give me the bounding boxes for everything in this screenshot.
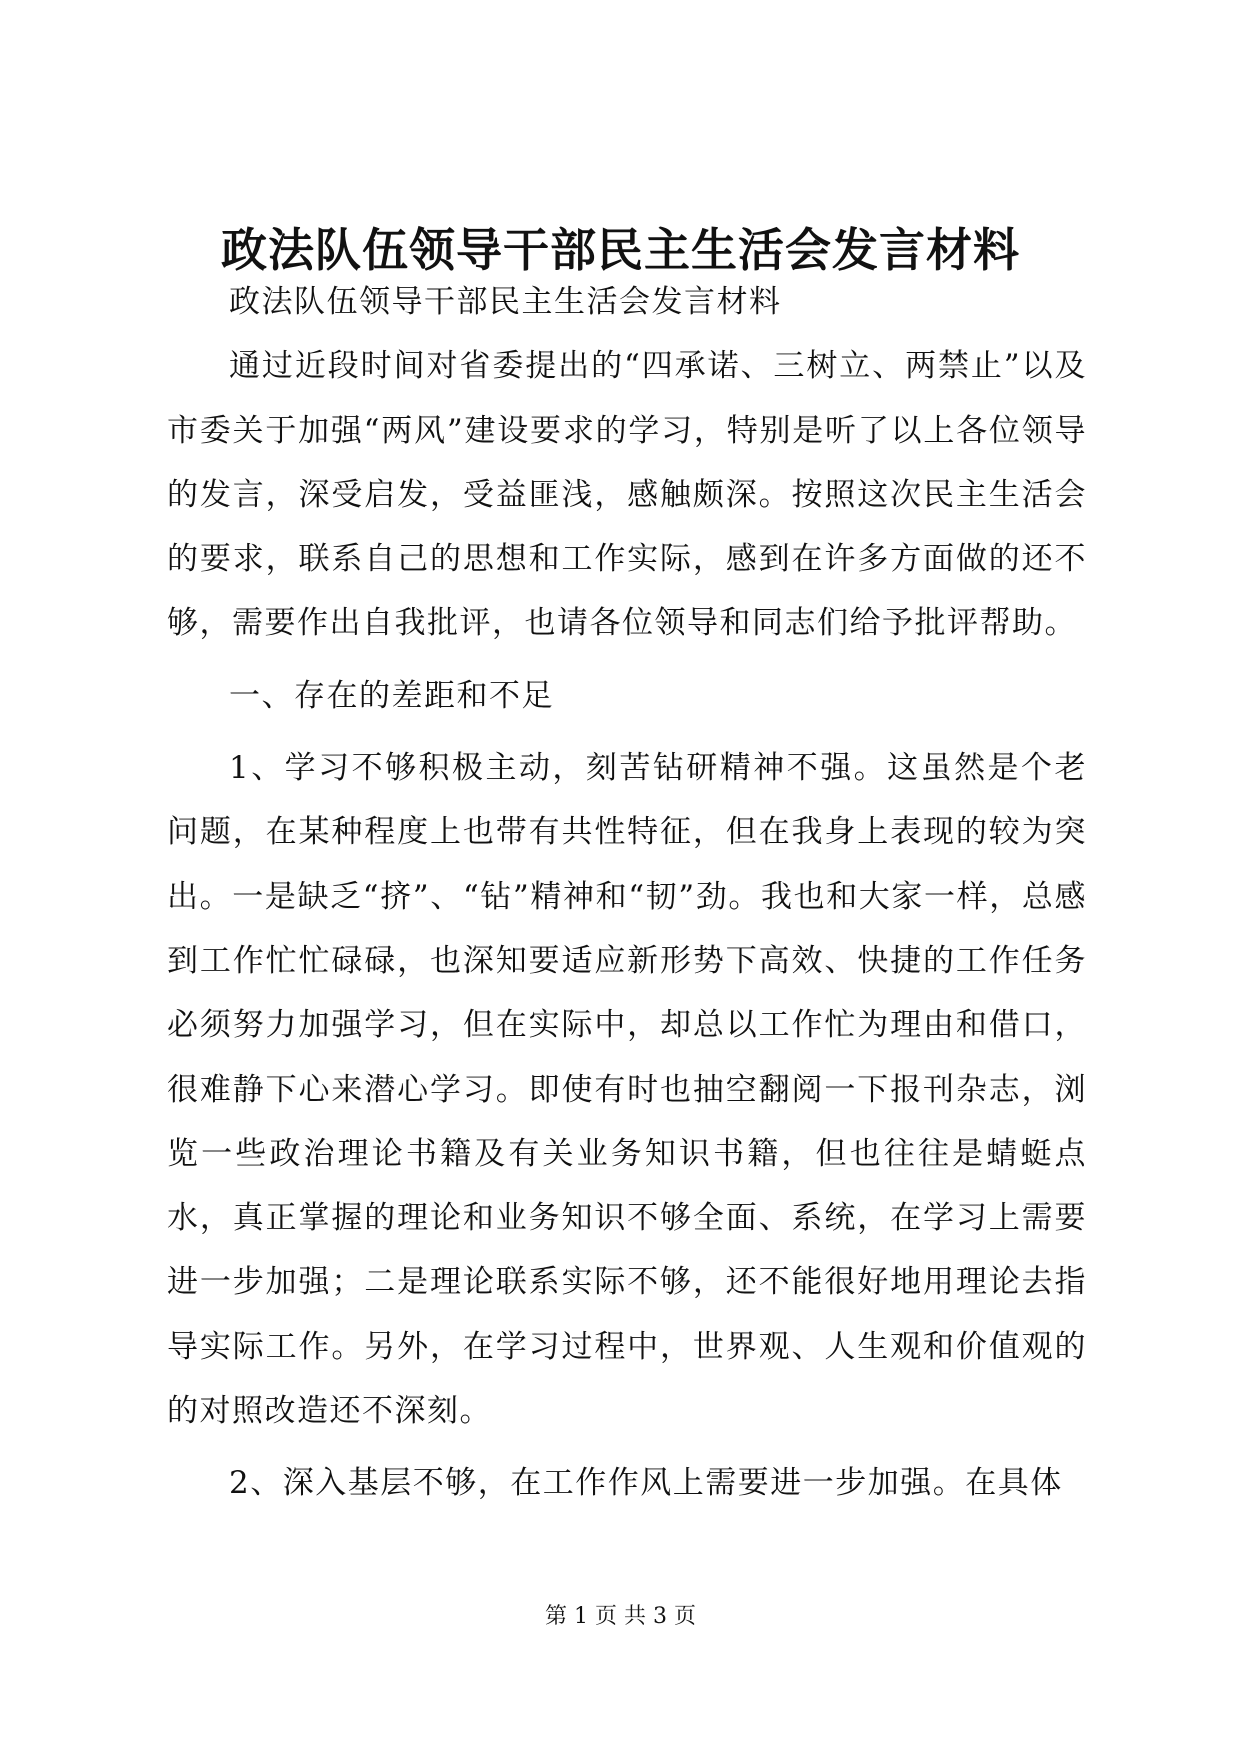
- point-two-paragraph: 2、深入基层不够，在工作作风上需要进一步加强。在具体: [229, 1465, 1063, 1502]
- intro-paragraph: 通过近段时间对省委提出的“四承诺、三树立、两禁止”以及市委关于加强“两风”建设要求的学习，特别是听了以上各位领导的发言，深受启发，受益匪浅，感触颇深。按照这次民主生活会的要求，联系自己的思想和工作实际，感到在许多方面做的还不够，需要作出自我批评，也请各位领导和同志们给予批评帮助。: [167, 348, 1087, 642]
- document-body: [167, 270, 1087, 1516]
- page-footer: 第 1 页 共 3 页: [545, 1604, 696, 1629]
- subtitle-paragraph: 政法队伍领导干部民主生活会发言材料: [229, 284, 782, 320]
- point-one-paragraph: 1、学习不够积极主动，刻苦钻研精神不强。这虽然是个老问题，在某种程度上也带有共性特征，但在我身上表现的较为突出。一是缺乏“挤”、“钻”精神和“韧”劲。我也和大家一样，总感到工作忙忙碌碌，也深知要适应新形势下高效、快捷的工作任务必须努力加强学习，但在实际中，却总以工作忙为理由和借口，很难静下心来潜心学习。即使有时也抽空翻阅一下报刊杂志，浏览一些政治理论书籍及有关业务知识书籍，但也往往是蜻蜓点水，真正掌握的理论和业务知识不够全面、系统，在学习上需要进一步加强；二是理论联系实际不够，还不能很好地用理论去指导实际工作。另外，在学习过程中，世界观、人生观和价值观的的对照改造还不深刻。: [167, 750, 1087, 1430]
- document-title: 政法队伍领导干部民主生活会发言材料: [221, 223, 1020, 277]
- section-heading: 一、存在的差距和不足: [229, 677, 554, 714]
